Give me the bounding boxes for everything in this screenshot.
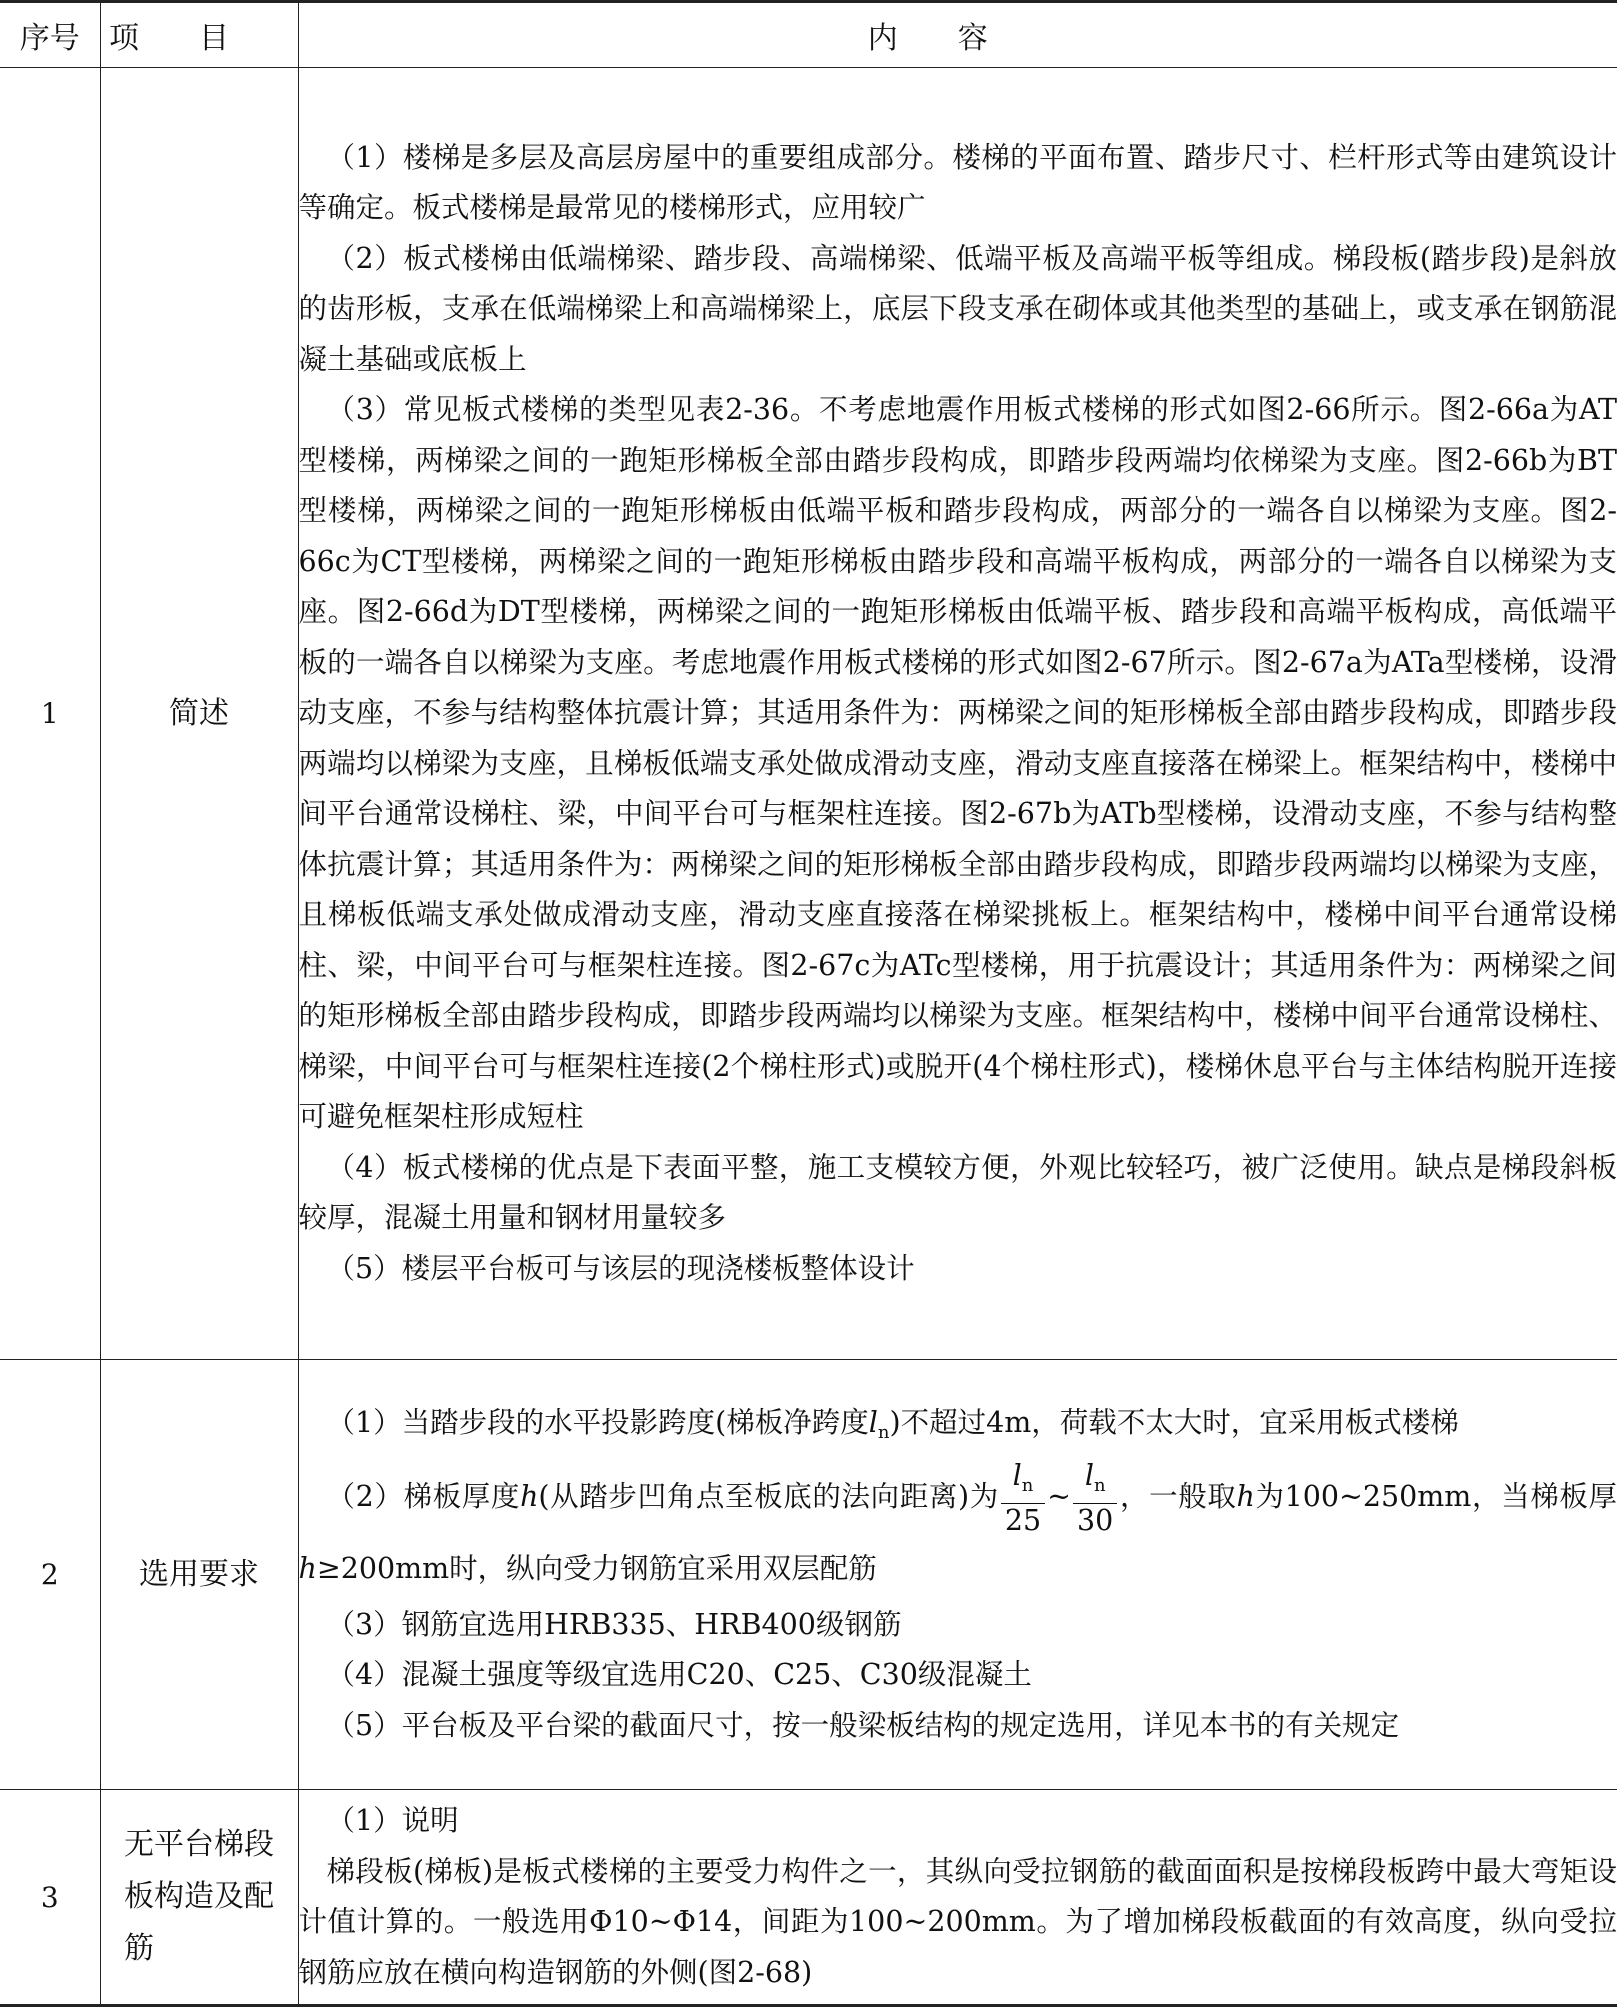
content-paragraph: （3）钢筋宜选用HRB335、HRB400级钢筋 [326,1607,902,1641]
content-paragraph: （5）平台板及平台梁的截面尺寸，按一般梁板结构的规定选用，详见本书的有关规定 [326,1708,1400,1742]
content-paragraph: （1）当踏步段的水平投影跨度(梯板净跨度$l_n$)不超过4m，荷载不太大时，宜采用板式楼梯 [326,1406,1459,1443]
row-number: 2 [0,1360,100,1790]
table-row [0,1790,1617,2006]
row-number: 3 [0,1790,100,2006]
header-item: 项目 [100,2,298,68]
row-content [298,68,1617,1360]
row-item: 选用要求 [100,1360,298,1790]
table-row [0,68,1617,1360]
row-content [298,1360,1617,1790]
content-paragraph: 梯段板(梯板)是板式楼梯的主要受力构件之一，其纵向受拉钢筋的截面面积是按梯段板跨中最大弯矩设计值计算的。一般选用Φ10~Φ14，间距为100~200mm。为了增加梯段板截面的有效高度，纵向受拉钢筋应放在横向构造钢筋的外侧(图2-68) [298,1854,1617,1989]
content-paragraph: （2）板式楼梯由低端梯梁、踏步段、高端梯梁、低端平板及高端平板等组成。梯段板(踏步段)是斜放的齿形板，支承在低端梯梁上和高端梯梁上，底层下段支承在砌体或其他类型的基础上，或支承在钢筋混凝土基础或底板上 [298,241,1617,376]
header-num: 序号 [0,2,100,68]
content-paragraph: （2）梯板厚度h(从踏步凹角点至板底的法向距离)为 $\frac{l_n}{25}$ ~ $\frac{l_n}{30}$ ，一般取h为100~250mm，当梯板厚h≥200mm时，纵向受力钢筋宜采用双层配筋 [298,1458,1617,1585]
header-content: 内容 [298,2,1617,68]
row-number: 1 [0,68,100,1360]
content-paragraph: （5）楼层平台板可与该层的现浇楼板整体设计 [326,1251,915,1285]
fraction-ln-30: $\frac{l_n}{30}$ [1073,1459,1117,1538]
fraction-ln-25: $\frac{l_n}{25}$ [1001,1459,1045,1538]
header-row [0,2,1617,68]
content-paragraph: （4）板式楼梯的优点是下表面平整，施工支模较方便，外观比较轻巧，被广泛使用。缺点是梯段斜板较厚，混凝土用量和钢材用量较多 [298,1150,1617,1235]
content-paragraph: （1）说明 [326,1804,459,1837]
content-paragraph: （4）混凝土强度等级宜选用C20、C25、C30级混凝土 [326,1658,1032,1691]
row-content [298,1790,1617,2006]
content-paragraph: （3）常见板式楼梯的类型见表2-36。不考虑地震作用板式楼梯的形式如图2-66所示。图2-66a为AT型楼梯，两梯梁之间的一跑矩形梯板全部由踏步段构成，即踏步段两端均依梯梁为支座。图2-66b为BT型楼梯，两梯梁之间的一跑矩形梯板由低端平板和踏步段构成，两部分的一端各自以梯梁为支座。图2-66c为CT型楼梯，两梯梁之间的一跑矩形梯板由踏步段和高端平板构成，两部分的一端各自以梯梁为支座。图2-66d为DT型楼梯，两梯梁之间的一跑矩形梯板由低端平板、踏步段和高端平板构成，高低端平板的一端各自以梯梁为支座。考虑地震作用板式楼梯的形式如图2-67所示。图2-67a为ATa型楼梯，设滑动支座，不参与结构整体抗震计算；其适用条件为：两梯梁之间的矩形梯板全部由踏步段构成，即踏步段两端均以梯梁为支座，且梯板低端支承处做成滑动支座，滑动支座直接落在梯梁上。框架结构中，楼梯中间平台通常设梯柱、梁，中间平台可与框架柱连接。图2-67b为ATb型楼梯，设滑动支座，不参与结构整体抗震计算；其适用条件为：两梯梁之间的矩形梯板全部由踏步段构成，即踏步段两端均以梯梁为支座，且梯板低端支承处做成滑动支座，滑动支座直接落在梯梁挑板上。框架结构中，楼梯中间平台通常设梯柱、梁，中间平台可与框架柱连接。图2-67c为ATc型楼梯，用于抗震设计；其适用条件为：两梯梁之间的矩形梯板全部由踏步段构成，即踏步段两端均以梯梁为支座。框架结构中，楼梯中间平台通常设梯柱、梯梁，中间平台可与框架柱连接(2个梯柱形式)或脱开(4个梯柱形式)，楼梯休息平台与主体结构脱开连接可避免框架柱形成短柱 [298,393,1617,1134]
row-item: 无平台梯段板构造及配筋 [100,1790,298,2006]
content-paragraph: （1）楼梯是多层及高层房屋中的重要组成部分。楼梯的平面布置、踏步尺寸、栏杆形式等由建筑设计等确定。板式楼梯是最常见的楼梯形式，应用较广 [298,140,1617,225]
table-row [0,1360,1617,1790]
row-item: 简述 [100,68,298,1360]
